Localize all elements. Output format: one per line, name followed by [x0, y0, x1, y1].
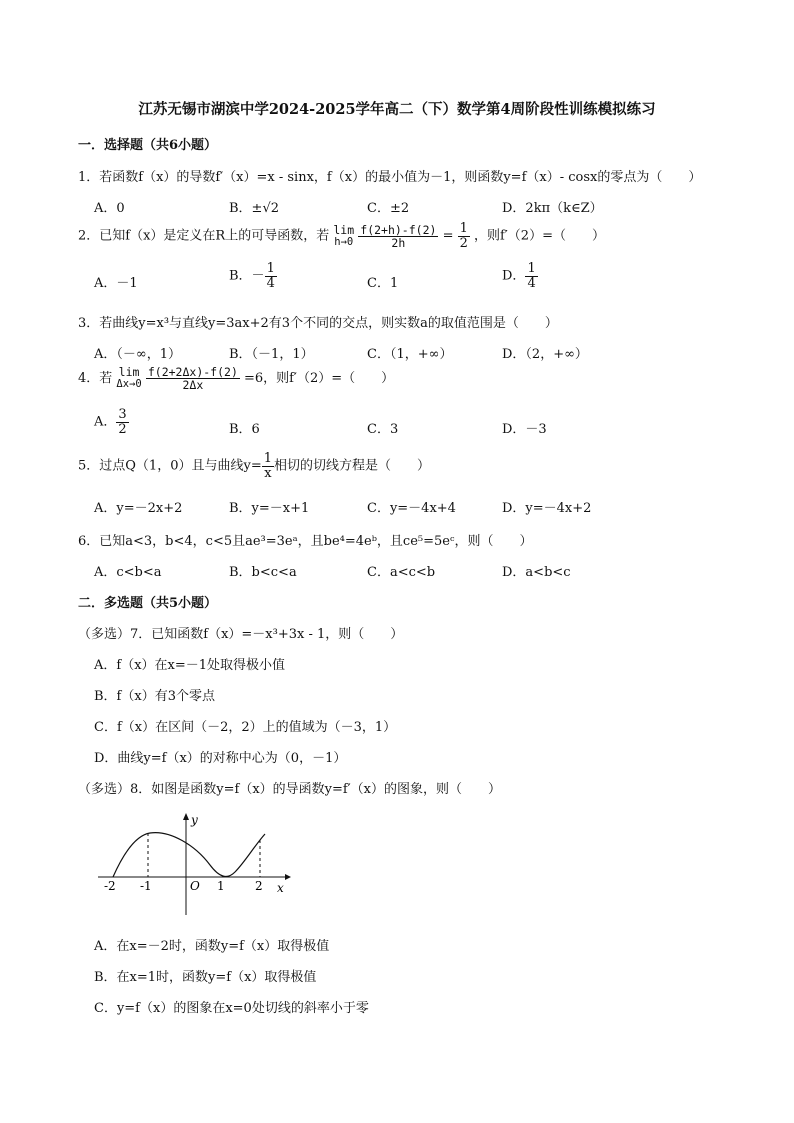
question-7-option-d: D．曲线y=f（x）的对称中心为（0，－1） [94, 751, 347, 766]
question-3-option-d: D．（2，+∞） [502, 347, 588, 362]
question-5-stem [78, 452, 430, 480]
question-7-stem: （多选）7．已知函数f（x）=－x³+3x - 1，则（ ） [78, 627, 404, 642]
question-4-fraction [146, 366, 240, 391]
question-2-option-b-prefix: B．－ [229, 268, 265, 284]
x-axis-arrow [285, 874, 291, 880]
question-2-suffix: ，则f′（2）=（ ） [474, 228, 605, 244]
question-4-prefix: 4．若 [78, 371, 113, 387]
question-3-option-c: C．（1，+∞） [367, 347, 453, 362]
y-axis-label: y [191, 813, 198, 827]
question-3-stem: 3．若曲线y=x³与直线y=3ax+2有3个不同的交点，则实数a的取值范围是（ ） [78, 316, 558, 331]
question-5-option-d: D．y=－4x+2 [502, 501, 592, 516]
question-2-limit [333, 224, 354, 248]
question-7-option-b: B．f（x）有3个零点 [94, 689, 215, 704]
x-tick-2: 2 [255, 879, 263, 893]
question-5-prefix: 5．过点Q（1，0）且与曲线y= [78, 458, 262, 474]
question-4-option-a-prefix: A． [94, 414, 117, 430]
question-2-option-b [229, 262, 277, 290]
question-4-lim-text: lim [118, 365, 140, 380]
question-4-option-a [94, 408, 129, 436]
question-4-frac-num: f(2+2Δx)-f(2) [147, 365, 238, 379]
question-8-option-a: A．在x=－2时，函数y=f（x）取得极值 [94, 939, 330, 954]
question-2-option-d [502, 262, 538, 290]
question-5-option-a: A．y=－2x+2 [94, 501, 183, 516]
question-7-option-c: C．f（x）在区间（－2，2）上的值域为（－3，1） [94, 720, 397, 735]
question-3-option-b: B．（－1，1） [229, 347, 314, 362]
question-4-stem [78, 366, 394, 391]
question-2-frac-den: 2h [391, 235, 406, 250]
question-1-option-a: A．0 [94, 201, 125, 216]
y-axis-arrow [183, 813, 189, 820]
question-4-option-d: D．－3 [502, 422, 547, 437]
question-4-option-a-den: 2 [118, 421, 127, 437]
question-2-option-c: C．1 [367, 276, 399, 291]
question-4-suffix: =6，则f′（2）=（ ） [244, 371, 395, 387]
question-6-option-c: C．a<c<b [367, 565, 436, 580]
x-tick-minus-1: -1 [140, 879, 152, 893]
x-axis-label: x [277, 881, 284, 895]
question-5-option-c: C．y=－4x+4 [367, 501, 456, 516]
question-2-frac-num: f(2+h)-f(2) [360, 222, 437, 237]
question-5-suffix: 相切的切线方程是（ ） [274, 458, 431, 474]
question-2-option-d-den: 4 [527, 275, 536, 291]
question-5-fraction [262, 452, 274, 480]
question-6-option-b: B．b<c<a [229, 565, 297, 580]
question-2-lim-text: lim [333, 223, 355, 238]
origin-label: O [190, 879, 200, 893]
question-4-option-b: B．6 [229, 422, 260, 437]
question-1-stem: 1．若函数f（x）的导数f′（x）=x - sinx，f（x）的最小值为－1，则函数y=f（x）- cosx的零点为（ ） [78, 170, 702, 185]
question-5-option-b: B．y=－x+1 [229, 501, 310, 516]
question-4-lim-under: Δx→0 [116, 378, 142, 391]
question-6-stem: 6．已知a<3，b<4，c<5且ae³=3eᵃ，且be⁴=4eᵇ，且ce⁵=5eᶜ，则（ ） [78, 534, 533, 549]
section-heading-single-choice: 一．选择题（共6小题） [78, 138, 218, 153]
question-7-option-a: A．f（x）在x=－1处取得极小值 [94, 658, 286, 673]
question-2-half-den: 2 [459, 235, 468, 251]
question-2-prefix: 2．已知f（x）是定义在R上的可导函数，若 [78, 228, 330, 244]
question-2-option-a: A．－1 [94, 276, 138, 291]
question-2-option-d-prefix: D． [502, 268, 526, 284]
question-4-limit [116, 366, 141, 390]
question-2-fraction [358, 224, 438, 249]
question-2-half [458, 222, 470, 250]
question-5-frac-num: 1 [263, 451, 272, 466]
derivative-curve [113, 833, 265, 877]
question-8-stem: （多选）8．如图是函数y=f（x）的导函数y=f′（x）的图象，则（ ） [78, 782, 501, 797]
question-2-lim-under: h→0 [334, 235, 354, 248]
question-8-option-b: B．在x=1时，函数y=f（x）取得极值 [94, 970, 317, 985]
question-2-option-b-frac [265, 262, 277, 290]
question-2-half-num: 1 [459, 221, 468, 236]
x-tick-1: 1 [217, 879, 225, 893]
document-title: 江苏无锡市湖滨中学2024-2025学年高二（下）数学第4周阶段性训练模拟练习 [138, 101, 656, 118]
question-1-option-b: B．±√2 [229, 201, 280, 216]
question-3-option-a: A．（－∞，1） [94, 347, 181, 362]
question-4-option-a-num: 3 [118, 407, 127, 422]
question-2-option-b-den: 4 [266, 275, 275, 291]
question-2-option-b-num: 1 [266, 261, 275, 276]
question-4-option-a-frac [116, 408, 128, 436]
derivative-graph [95, 810, 295, 920]
question-1-option-c: C．±2 [367, 201, 410, 216]
question-4-frac-den: 2Δx [182, 378, 204, 393]
question-8-option-c: C．y=f（x）的图象在x=0处切线的斜率小于零 [94, 1001, 369, 1016]
question-1-option-d: D．2kπ（k∈Z） [502, 201, 603, 216]
question-2-option-d-num: 1 [527, 261, 536, 276]
question-6-option-a: A．c<b<a [94, 565, 162, 580]
question-5-frac-den: x [264, 465, 272, 481]
question-2-option-d-frac [525, 262, 537, 290]
question-4-option-c: C．3 [367, 422, 399, 437]
question-2-stem [78, 222, 605, 250]
question-2-equals: = [442, 228, 454, 244]
section-heading-multi-choice: 二．多选题（共5小题） [78, 596, 218, 611]
question-6-option-d: D．a<b<c [502, 565, 571, 580]
x-tick-minus-2: -2 [104, 879, 116, 893]
